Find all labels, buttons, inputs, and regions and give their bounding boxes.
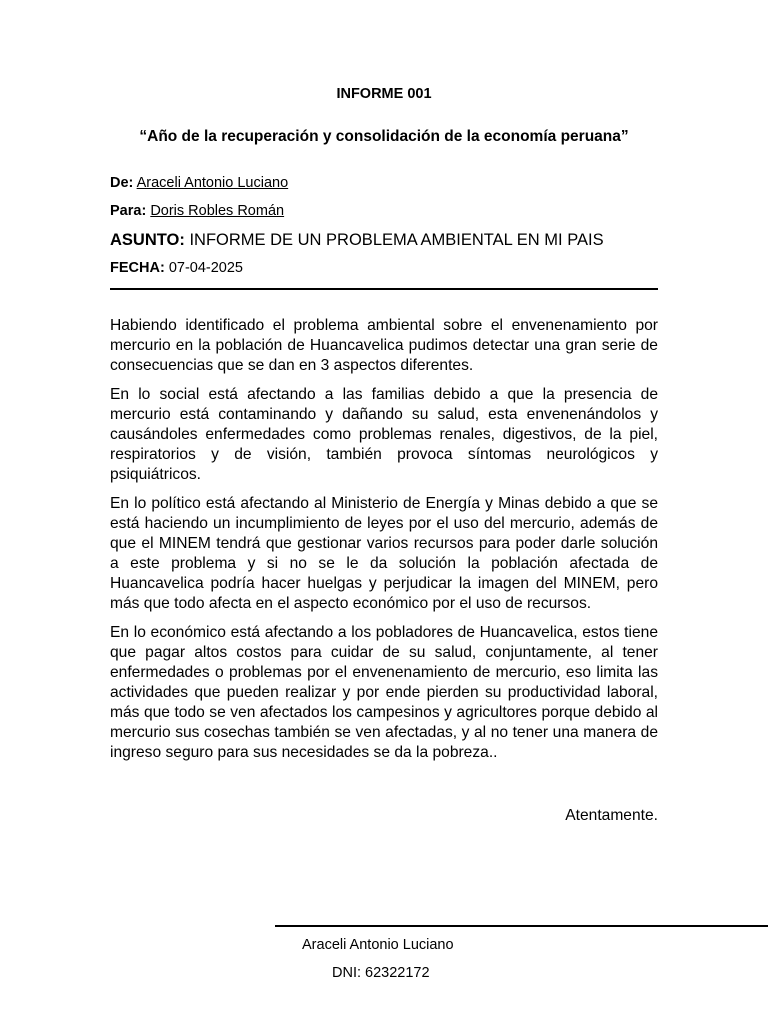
- from-value: Araceli Antonio Luciano: [136, 175, 289, 191]
- subject-value: INFORME DE UN PROBLEMA AMBIENTAL EN MI PAIS: [189, 231, 604, 249]
- signature-line: [275, 925, 768, 927]
- body-paragraph: En lo económico está afectando a los pobladores de Huancavelica, estos tiene que pagar altos costos para cuidar de su salud, conjuntamente, al tener enfermedades o problemas por el envenenamiento de mercurio, eso limita las actividades que pueden realizar y por ende pierden su productividad laboral, más que todo se ven afectados los campesinos y agricultores porque debido al mercurio sus cosechas también se ven afectadas, y al no tener una manera de ingreso seguro para sus necesidades se da la pobreza..: [110, 624, 658, 761]
- to-value: Doris Robles Román: [150, 203, 285, 219]
- from-label: De:: [110, 175, 134, 191]
- to-field: [110, 203, 284, 219]
- to-label: Para:: [110, 203, 147, 219]
- subject-field: [110, 231, 604, 250]
- body-text: [110, 316, 658, 772]
- closing-text: Atentamente.: [565, 807, 658, 824]
- date-value: 07-04-2025: [168, 260, 243, 276]
- body-paragraph: En lo político está afectando al Ministerio de Energía y Minas debido a que se está haciendo un incumplimiento de leyes por el uso del mercurio, además de que el MINEM tendrá que gestionar varios recursos para poder darle solución a este problema y si no se le da solución la población afectada de Huancavelica podría hacer huelgas y perjudicar la imagen del MINEM, pero más que todo afecta en el aspecto económico por el uso de recursos.: [110, 495, 658, 612]
- document-title: INFORME 001: [336, 86, 432, 102]
- date-field: [110, 260, 243, 276]
- from-field: [110, 175, 288, 191]
- date-label: FECHA:: [110, 260, 165, 276]
- body-paragraph: Habiendo identificado el problema ambiental sobre el envenenamiento por mercurio en la población de Huancavelica pudimos detectar una gran serie de consecuencias que se dan en 3 aspectos diferentes.: [110, 317, 658, 374]
- body-paragraph: En lo social está afectando a las familias debido a que la presencia de mercurio está contaminando y dañando su salud, esta envenenándolos y causándoles enfermedades como problemas renales, digestivos, de la piel, respiratorios y de visión, también provoca síntomas neurológicos y psiquiátricos.: [110, 386, 658, 483]
- subject-label: ASUNTO:: [110, 231, 185, 249]
- signature-dni: DNI: 62322172: [332, 965, 430, 981]
- signature-name: Araceli Antonio Luciano: [302, 937, 454, 953]
- header-divider: [110, 288, 658, 290]
- document-subtitle: “Año de la recuperación y consolidación de la economía peruana”: [139, 128, 629, 145]
